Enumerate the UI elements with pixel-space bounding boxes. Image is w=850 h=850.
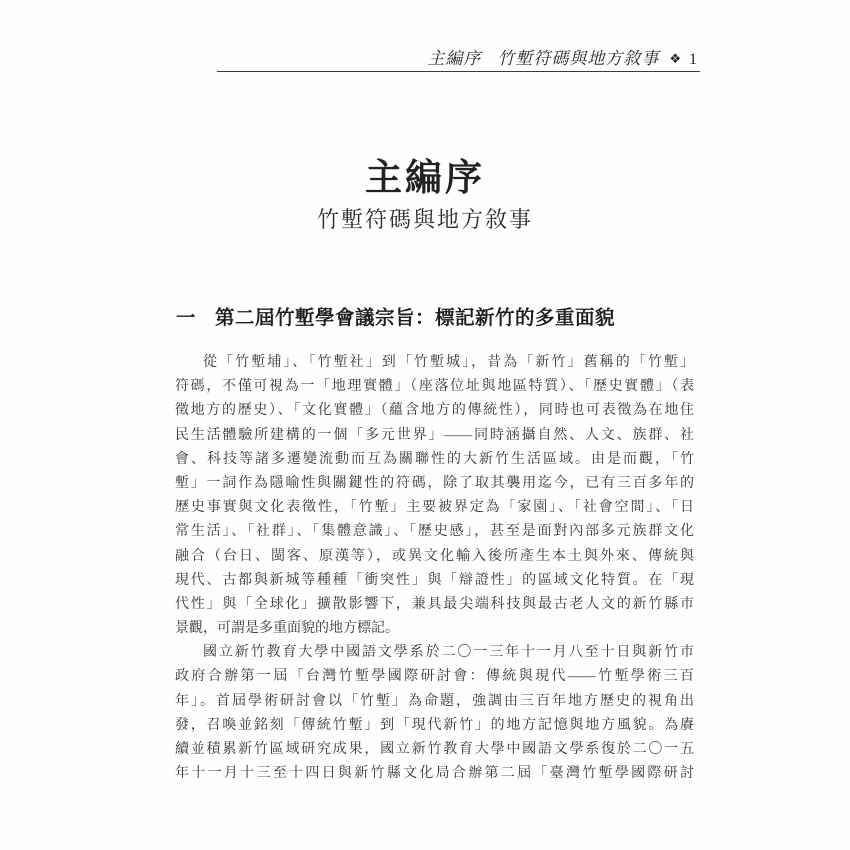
body-line: 從「竹塹埔」、「竹塹社」到「竹塹城」，昔為「新竹」舊稱的「竹塹」 <box>203 355 694 370</box>
body-line: 融合（台日、閩客、原漢等），或異文化輸入後所產生本土與外來、傳統與 <box>175 548 694 564</box>
section-heading <box>176 302 615 330</box>
running-header-section: 主編序 <box>427 49 482 68</box>
running-header <box>427 44 698 69</box>
body-line: 政府合辦第一屆「台灣竹塹學國際研討會：傳統與現代——竹塹學術三百 <box>175 669 694 685</box>
body-line: 續並積累新竹區域研究成果，國立新竹教育大學中國語文學系復於二〇一五 <box>175 742 694 757</box>
body-line: 符碼，不僅可視為一「地理實體」（座落位址與地區特質）、「歷史實體」（表 <box>175 379 694 395</box>
page-number: 1 <box>689 51 698 68</box>
body-line: 現代、古都與新城等種種「衝突性」與「辯證性」的區域文化特質。在「現 <box>175 572 694 588</box>
body-line: 徵地方的歷史）、「文化實體」（蘊含地方的傳統性），同時也可表徵為在地住 <box>175 403 694 419</box>
body-line: 發，召喚並銘刻「傳統竹塹」到「現代新竹」的地方記憶與地方風貌。為賡 <box>175 717 694 733</box>
section-number: 一 <box>176 307 197 329</box>
chapter-subtitle: 竹塹符碼與地方敘事 <box>316 207 533 232</box>
section-heading-text: 第二屆竹塹學會議宗旨：標記新竹的多重面貌 <box>215 307 616 329</box>
body-line: 民生活體驗所建構的一個「多元世界」——同時涵攝自然、人文、族群、社 <box>175 427 694 443</box>
body-text <box>175 351 694 786</box>
body-line: 代性」與「全球化」擴散影響下，兼具最尖端科技與最古老人文的新竹縣市 <box>175 596 694 612</box>
header-rule <box>217 71 700 72</box>
ornament-icon: ❖ <box>669 51 682 66</box>
body-line: 年」。首屆學術研討會以「竹塹」為命題，強調由三百年地方歷史的視角出 <box>175 693 694 709</box>
body-line: 塹」一詞作為隱喻性與關鍵性的符碼，除了取其襲用迄今，已有三百多年的 <box>175 475 694 491</box>
body-line: 歷史事實與文化表徵性，「竹塹」主要被界定為「家園」、「社會空間」、「日 <box>175 500 694 516</box>
running-header-title: 竹塹符碼與地方敘事 <box>497 49 660 68</box>
body-line: 景觀，可謂是多重面貌的地方標記。 <box>175 621 399 637</box>
chapter-title: 主編序 <box>365 158 485 199</box>
body-line: 國立新竹教育大學中國語文學系於二〇一三年十一月八至十日與新竹市 <box>203 645 694 661</box>
body-line: 會、科技等諸多遷變流動而互為關聯性的大新竹生活區域。由是而觀，「竹 <box>175 451 694 467</box>
body-line: 年十一月十三至十四日與新竹縣文化局合辦第二屆「臺灣竹塹學國際研討 <box>175 766 694 782</box>
body-line: 常生活」、「社群」、「集體意識」、「歷史感」，甚至是面對內部多元族群文化 <box>175 524 694 540</box>
